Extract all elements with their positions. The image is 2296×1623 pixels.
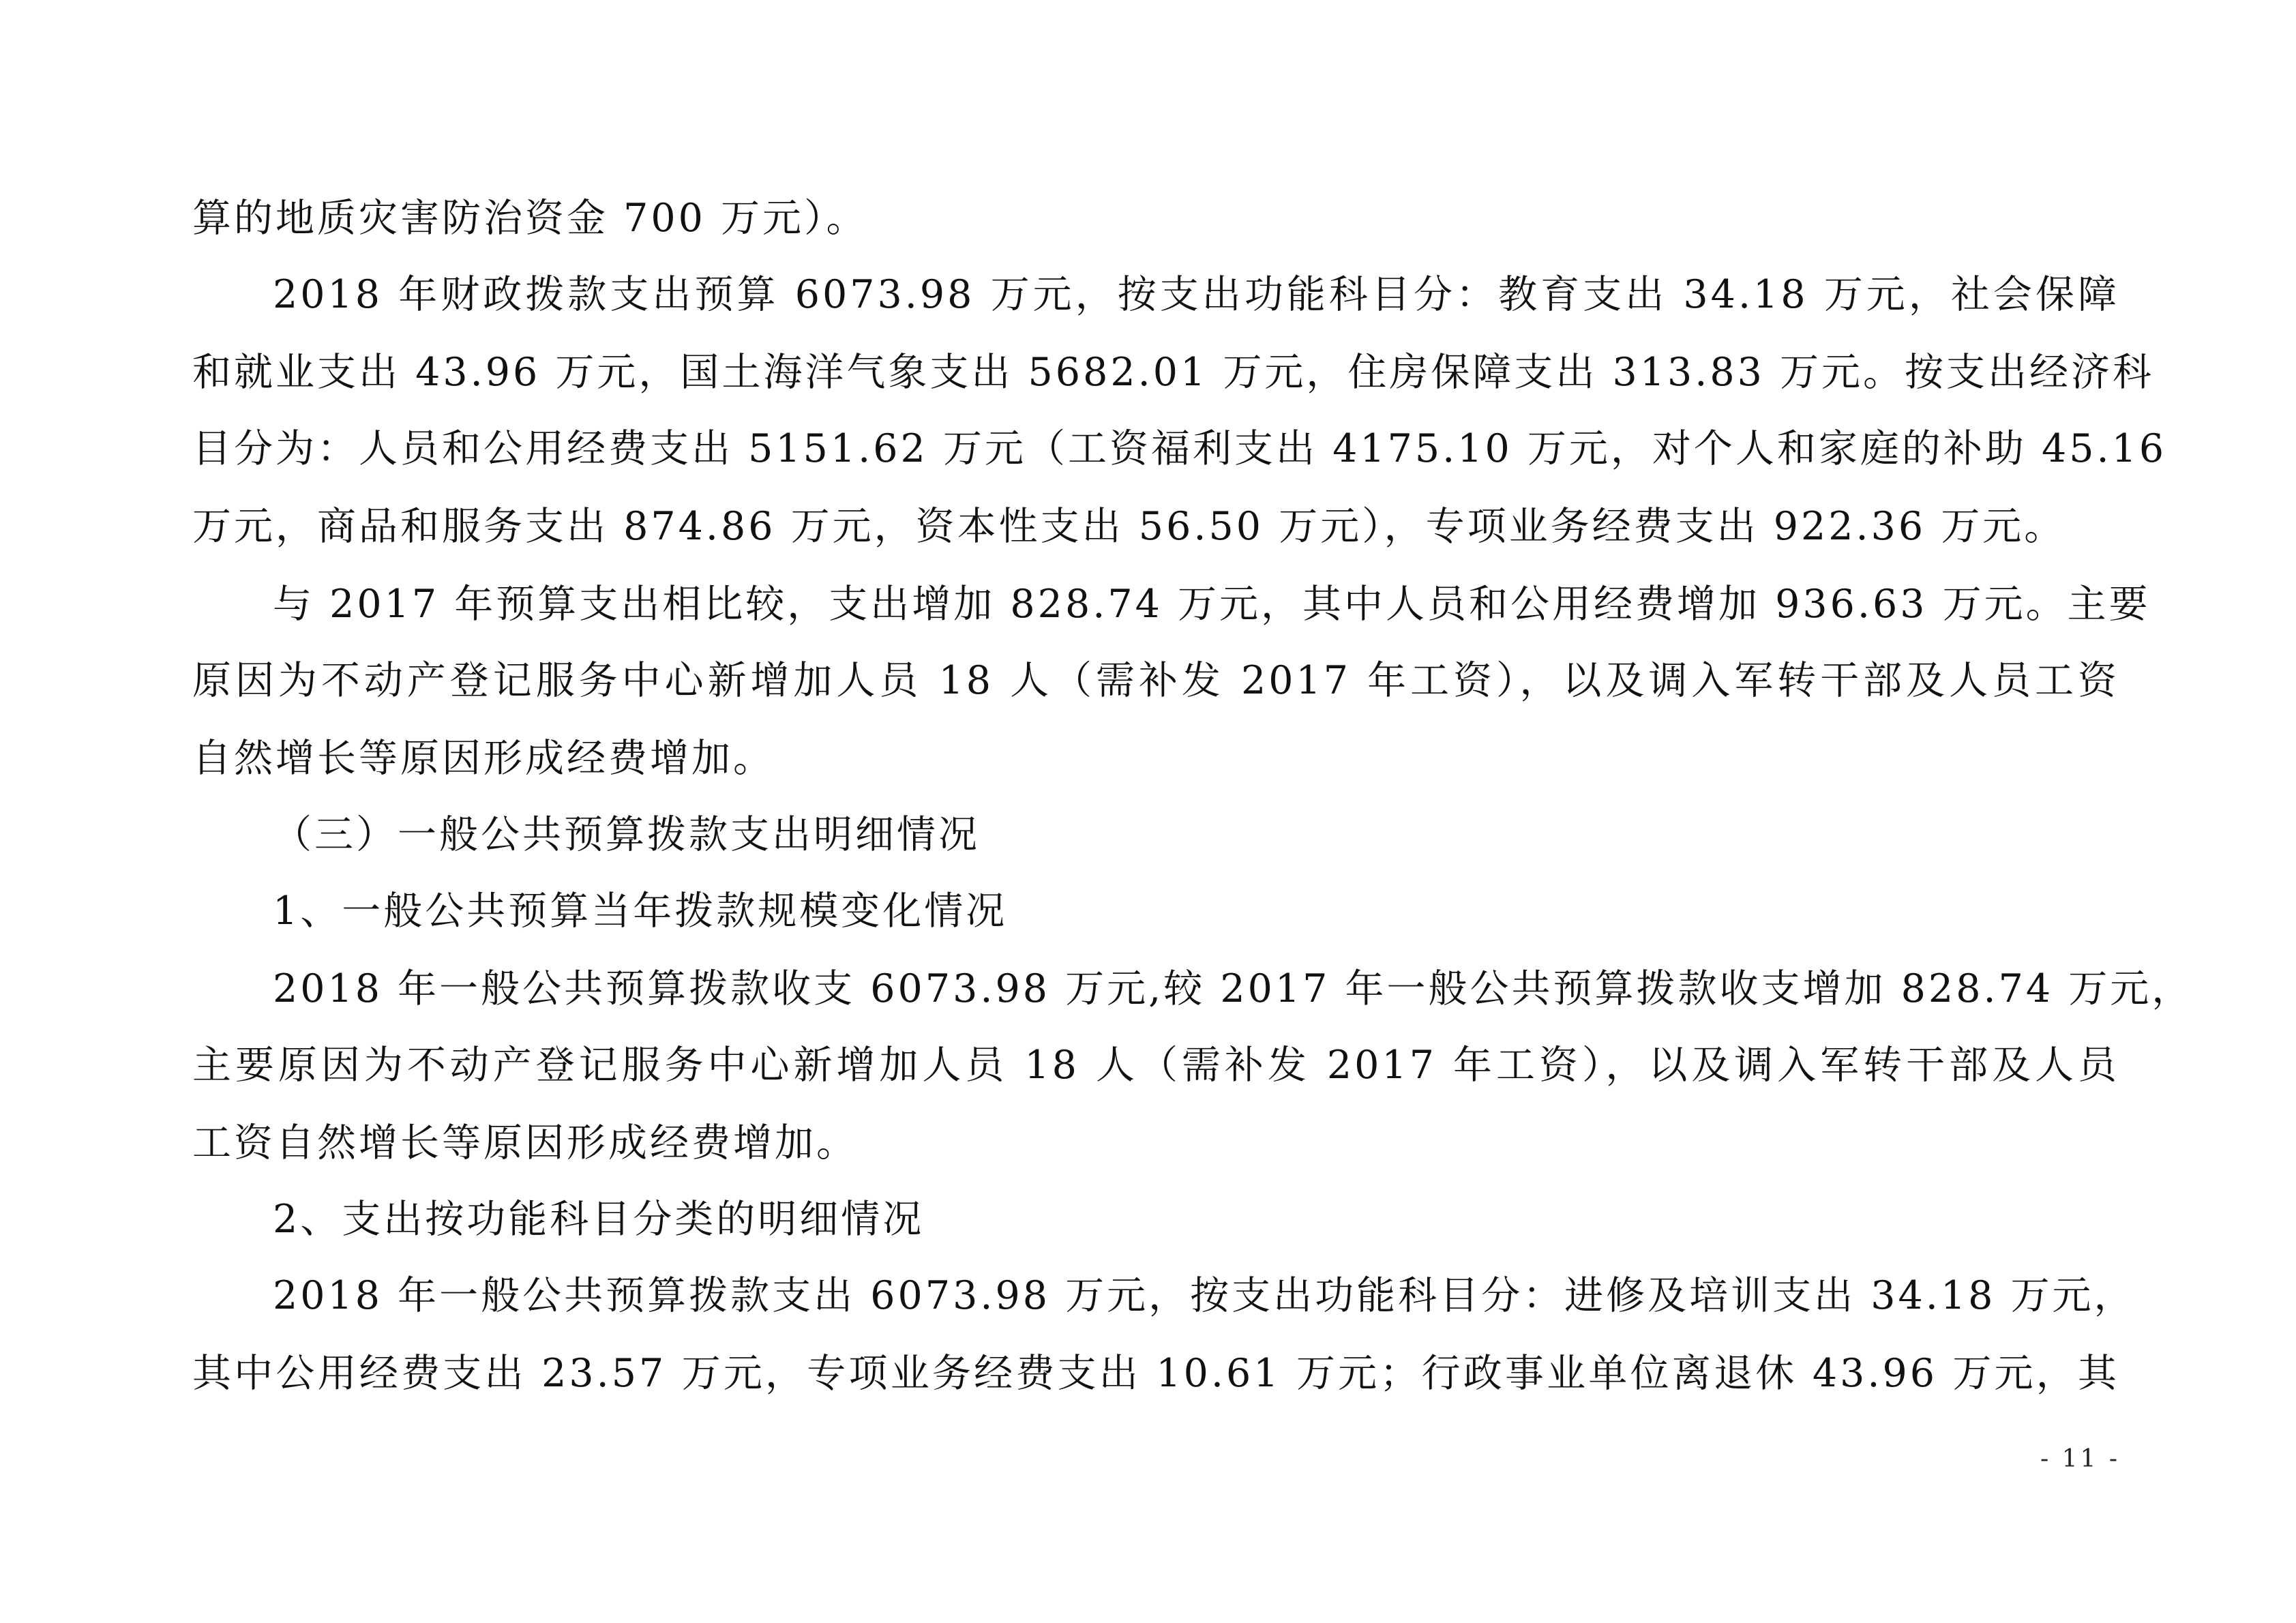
- body-line-13: 其中公用经费支出 23.57 万元，专项业务经费支出 10.61 万元；行政事业单位离退休 43.96 万元，其: [192, 1351, 2119, 1396]
- subsection-heading-1: 1、一般公共预算当年拨款规模变化情况: [273, 889, 1008, 934]
- page-number: - 11 -: [2040, 1445, 2120, 1473]
- section-heading: （三）一般公共预算拨款支出明细情况: [273, 812, 980, 857]
- subsection-heading-2: 2、支出按功能科目分类的明细情况: [273, 1197, 925, 1242]
- body-line-6: 与 2017 年预算支出相比较，支出增加 828.74 万元，其中人员和公用经费增加 936.63 万元。主要: [273, 582, 2151, 627]
- body-line-11: 工资自然增长等原因形成经费增加。: [192, 1120, 858, 1165]
- body-line-1: 算的地质灾害防治资金 700 万元）。: [192, 196, 868, 241]
- body-line-3: 和就业支出 43.96 万元，国土海洋气象支出 5682.01 万元，住房保障支出 313.83 万元。按支出经济科: [192, 350, 2155, 395]
- body-line-2: 2018 年财政拨款支出预算 6073.98 万元，按支出功能科目分：教育支出 34.18 万元，社会保障: [273, 272, 2119, 317]
- body-line-8: 自然增长等原因形成经费增加。: [192, 736, 775, 781]
- body-line-9: 2018 年一般公共预算拨款收支 6073.98 万元,较 2017 年一般公共预算拨款收支增加 828.74 万元，: [273, 966, 2194, 1011]
- body-line-7: 原因为不动产登记服务中心新增加人员 18 人（需补发 2017 年工资），以及调入军转干部及人员工资: [192, 658, 2119, 703]
- body-line-12: 2018 年一般公共预算拨款支出 6073.98 万元，按支出功能科目分：进修及培训支出 34.18 万元，: [273, 1273, 2136, 1318]
- body-line-10: 主要原因为不动产登记服务中心新增加人员 18 人（需补发 2017 年工资），以及调入军转干部及人员: [192, 1043, 2119, 1088]
- body-line-5: 万元，商品和服务支出 874.86 万元，资本性支出 56.50 万元），专项业务经费支出 922.36 万元。: [192, 504, 2066, 549]
- body-line-4: 目分为：人员和公用经费支出 5151.62 万元（工资福利支出 4175.10 万元，对个人和家庭的补助 45.16: [192, 426, 2167, 471]
